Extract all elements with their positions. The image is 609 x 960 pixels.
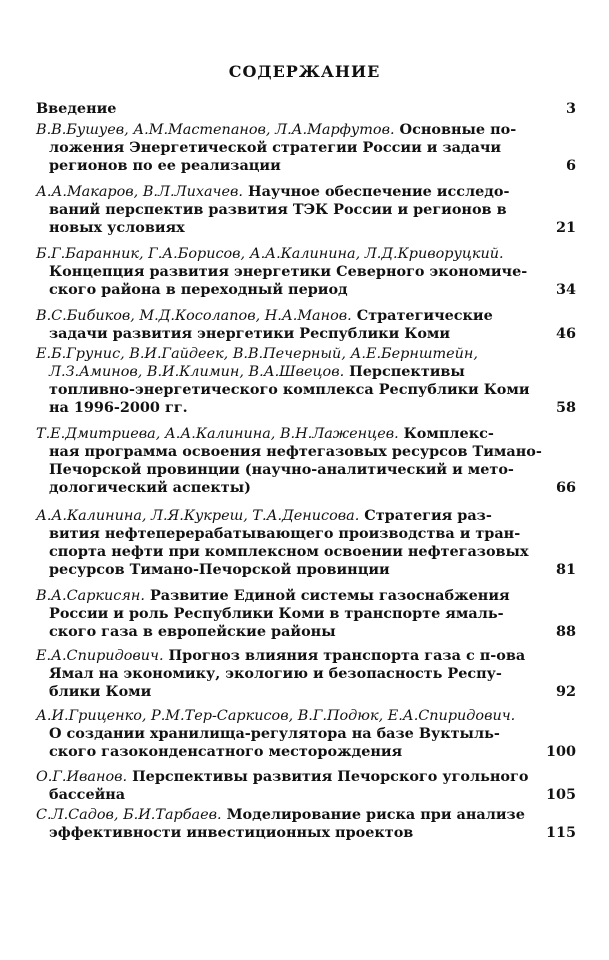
toc-entry[interactable] xyxy=(36,768,576,804)
entry-title-text: регионов по ее реализации xyxy=(49,157,281,174)
toc-line xyxy=(36,307,576,325)
toc-line xyxy=(36,525,576,543)
toc-entry[interactable] xyxy=(36,183,576,237)
toc-line xyxy=(36,461,576,479)
toc-entry[interactable] xyxy=(36,806,576,842)
toc-line xyxy=(36,281,576,299)
toc-entry[interactable] xyxy=(36,345,576,417)
entry-title-text: ложения Энергетической стратегии России и задачи xyxy=(49,139,502,156)
toc-line xyxy=(36,443,576,461)
entry-title-text: России и роль Республики Коми в транспорте ямаль- xyxy=(49,605,504,622)
toc-line xyxy=(36,345,576,363)
toc-line xyxy=(36,479,576,497)
toc-entry[interactable] xyxy=(36,507,576,579)
entry-authors: А.А.Макаров, В.Л.Лихачев. xyxy=(36,184,243,200)
toc-line xyxy=(36,381,576,399)
entry-title-text: Перспективы развития Печорского угольного xyxy=(127,768,529,785)
toc-line xyxy=(36,743,576,761)
entry-title-text: Развитие Единой системы газоснабжения xyxy=(144,587,510,604)
toc-line xyxy=(36,561,576,579)
toc-line xyxy=(36,623,576,641)
toc-line xyxy=(36,263,576,281)
entry-title-text: Основные по- xyxy=(394,121,517,138)
toc-entry[interactable] xyxy=(36,307,576,343)
entry-title-text: Введение xyxy=(36,100,117,117)
toc-entry[interactable] xyxy=(36,587,576,641)
page-number: 81 xyxy=(555,561,576,578)
toc-line xyxy=(36,201,576,219)
toc-line xyxy=(36,725,576,743)
toc-line xyxy=(36,507,576,525)
entry-title-text: ваний перспектив развития ТЭК России и регионов в xyxy=(49,201,507,218)
entry-title-text: Печорской провинции (научно-аналитический и мето- xyxy=(49,461,514,478)
toc-line xyxy=(36,157,576,175)
toc-line xyxy=(36,245,576,263)
page-number: 6 xyxy=(565,157,576,174)
page-number: 115 xyxy=(545,824,576,841)
entry-authors: С.Л.Садов, Б.И.Тарбаев. xyxy=(36,807,222,823)
entry-authors: А.А.Калинина, Л.Я.Кукреш, Т.А.Денисова. xyxy=(36,508,360,524)
entry-title-text: задачи развития энергетики Республики Коми xyxy=(49,325,451,342)
toc-line xyxy=(36,183,576,201)
toc-line xyxy=(36,219,576,237)
entry-authors: Е.А.Спиридович. xyxy=(36,648,164,664)
toc-line xyxy=(36,786,576,804)
toc-entry[interactable] xyxy=(36,425,576,497)
entry-title-text: новых условиях xyxy=(49,219,185,236)
page-number: 46 xyxy=(555,325,576,342)
toc-line xyxy=(36,100,576,118)
page-number: 100 xyxy=(545,743,576,760)
toc-line xyxy=(36,543,576,561)
entry-title-text: бассейна xyxy=(49,786,126,803)
entry-title-text: ского района в переходный период xyxy=(49,281,348,298)
toc-line xyxy=(36,139,576,157)
entry-authors: Т.Е.Дмитриева, А.А.Калинина, В.Н.Лаженцев. xyxy=(36,426,399,442)
toc-line xyxy=(36,425,576,443)
page-number: 66 xyxy=(555,479,576,496)
page-number: 88 xyxy=(555,623,576,640)
entry-authors: О.Г.Иванов. xyxy=(36,769,128,785)
toc-line xyxy=(36,707,576,725)
entry-title-text: Комплекс- xyxy=(398,425,494,442)
toc-line xyxy=(36,121,576,139)
page-number: 21 xyxy=(555,219,576,236)
entry-title-text: на 1996-2000 гг. xyxy=(49,399,188,416)
entry-title-text: Перспективы xyxy=(344,363,465,380)
toc-line xyxy=(36,325,576,343)
entry-authors: Е.Б.Грунис, В.И.Гайдеек, В.В.Печерный, А.Е.Бернштейн, xyxy=(36,346,478,362)
page-number: 58 xyxy=(555,399,576,416)
entry-authors: В.В.Бушуев, А.М.Мастепанов, Л.А.Марфутов. xyxy=(36,122,395,138)
entry-authors: В.А.Саркисян. xyxy=(36,588,145,604)
entry-title-text: Прогноз влияния транспорта газа с п-ова xyxy=(163,647,526,664)
toc-line xyxy=(36,587,576,605)
toc-line xyxy=(36,768,576,786)
toc-line xyxy=(36,665,576,683)
page-number: 92 xyxy=(555,683,576,700)
toc-entry[interactable] xyxy=(36,245,576,299)
toc-entry[interactable] xyxy=(36,121,576,175)
entry-authors: Л.З.Аминов, В.И.Климин, В.А.Швецов. xyxy=(49,364,345,380)
toc-line xyxy=(36,605,576,623)
entry-title-text: Стратегия раз- xyxy=(359,507,492,524)
toc-entry[interactable] xyxy=(36,707,576,761)
toc-line xyxy=(36,399,576,417)
toc-line xyxy=(36,363,576,381)
entry-title-text: Ямал на экономику, экологию и безопасность Респу- xyxy=(49,665,502,682)
toc-line xyxy=(36,683,576,701)
entry-title-text: Стратегические xyxy=(351,307,493,324)
toc-line xyxy=(36,824,576,842)
page-title: СОДЕРЖАНИЕ xyxy=(228,62,381,81)
entry-title-text: Научное обеспечение исследо- xyxy=(242,183,510,200)
entry-title-text: дологический аспекты) xyxy=(49,479,251,496)
entry-authors: А.И.Гриценко, Р.М.Тер-Саркисов, В.Г.Подюк, Е.А.Спиридович. xyxy=(36,708,516,724)
toc-line xyxy=(36,647,576,665)
entry-title-text: О создании хранилища-регулятора на базе Вуктыль- xyxy=(49,725,500,742)
entry-title-text: ского газоконденсатного месторождения xyxy=(49,743,403,760)
entry-title-text: эффективности инвестиционных проектов xyxy=(49,824,414,841)
entry-authors: В.С.Бибиков, М.Д.Косолапов, Н.А.Манов. xyxy=(36,308,352,324)
toc-entry[interactable] xyxy=(36,647,576,701)
page-number: 105 xyxy=(545,786,576,803)
entry-title-text: вития нефтеперерабатывающего производства и тран- xyxy=(49,525,521,542)
page-number: 3 xyxy=(565,100,576,117)
entry-title-text: спорта нефти при комплексном освоении нефтегазовых xyxy=(49,543,529,560)
entry-title-text: Моделирование риска при анализе xyxy=(221,806,525,823)
entry-title-text: блики Коми xyxy=(49,683,152,700)
entry-title-text: топливно-энергетического комплекса Республики Коми xyxy=(49,381,530,398)
toc-entry[interactable] xyxy=(36,100,576,118)
entry-authors: Б.Г.Баранник, Г.А.Борисов, А.А.Калинина, Л.Д.Криворуцкий. xyxy=(36,246,504,262)
entry-title-text: ского газа в европейские районы xyxy=(49,623,336,640)
entry-title-text: ная программа освоения нефтегазовых ресурсов Тимано- xyxy=(49,443,542,460)
page-number: 34 xyxy=(555,281,576,298)
entry-title-text: ресурсов Тимано-Печорской провинции xyxy=(49,561,390,578)
entry-title-text: Концепция развития энергетики Северного экономиче- xyxy=(49,263,528,280)
toc-line xyxy=(36,806,576,824)
